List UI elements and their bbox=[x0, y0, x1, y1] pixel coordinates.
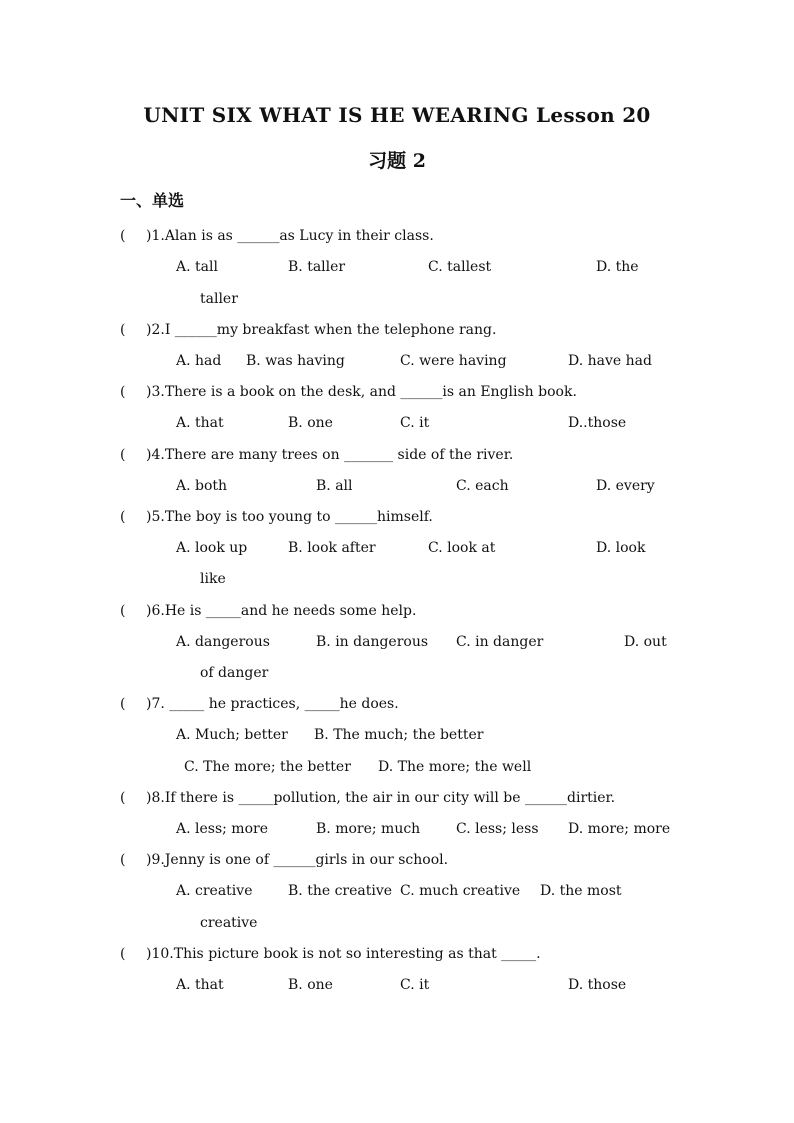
question-stem: )9.Jenny is one of ______girls in our school. bbox=[146, 852, 449, 868]
option-b: B. all bbox=[316, 478, 353, 494]
answer-bracket: ( bbox=[120, 322, 126, 338]
answer-bracket: ( bbox=[120, 946, 126, 962]
option-c: C. The more; the better bbox=[184, 759, 351, 775]
option-c: C. much creative bbox=[400, 883, 521, 899]
option-a: A. dangerous bbox=[176, 634, 270, 650]
option-b: B. one bbox=[288, 415, 333, 431]
page-subtitle: 习题 2 bbox=[368, 150, 426, 172]
option-d: D..those bbox=[568, 415, 627, 431]
question-1-wrap: taller bbox=[200, 291, 238, 307]
option-a: A. tall bbox=[176, 259, 218, 275]
option-a: A. look up bbox=[176, 540, 248, 556]
option-a: A. Much; better bbox=[176, 727, 288, 743]
question-stem: )10.This picture book is not so interesting as that _____. bbox=[146, 946, 541, 962]
answer-bracket: ( bbox=[120, 696, 126, 712]
option-d: D. those bbox=[568, 977, 627, 993]
option-b: B. in dangerous bbox=[316, 634, 429, 650]
question-stem: )3.There is a book on the desk, and ______is an English book. bbox=[146, 384, 577, 400]
option-d: D. the most bbox=[540, 883, 622, 899]
option-b: B. taller bbox=[288, 259, 346, 275]
answer-bracket: ( bbox=[120, 603, 126, 619]
answer-bracket: ( bbox=[120, 384, 126, 400]
option-d: D. more; more bbox=[568, 821, 671, 837]
answer-bracket: ( bbox=[120, 228, 126, 244]
option-c: C. tallest bbox=[428, 259, 492, 275]
answer-bracket: ( bbox=[120, 509, 126, 525]
option-c: C. it bbox=[400, 977, 430, 993]
answer-bracket: ( bbox=[120, 447, 126, 463]
option-b: B. one bbox=[288, 977, 333, 993]
option-d: D. The more; the well bbox=[378, 759, 532, 775]
option-c: C. look at bbox=[428, 540, 496, 556]
option-a: A. creative bbox=[176, 883, 253, 899]
question-6-wrap: of danger bbox=[200, 665, 269, 681]
option-c: C. less; less bbox=[456, 821, 539, 837]
option-a: A. both bbox=[176, 478, 228, 494]
option-b: B. the creative bbox=[288, 883, 393, 899]
question-9-wrap: creative bbox=[200, 915, 258, 931]
option-c: C. in danger bbox=[456, 634, 544, 650]
page-title: UNIT SIX WHAT IS HE WEARING Lesson 20 bbox=[143, 103, 651, 127]
question-stem: )6.He is _____and he needs some help. bbox=[146, 603, 417, 619]
option-c: C. each bbox=[456, 478, 509, 494]
option-d: D. have had bbox=[568, 353, 652, 369]
answer-bracket: ( bbox=[120, 852, 126, 868]
option-a: A. less; more bbox=[176, 821, 268, 837]
option-a: A. that bbox=[176, 977, 224, 993]
question-stem: )8.If there is _____pollution, the air in our city will be ______dirtier. bbox=[146, 790, 616, 806]
question-stem: )7. _____ he practices, _____he does. bbox=[146, 696, 399, 712]
question-stem: )1.Alan is as ______as Lucy in their class. bbox=[146, 228, 434, 244]
option-d: D. the bbox=[596, 259, 639, 275]
question-stem: )5.The boy is too young to ______himself. bbox=[146, 509, 433, 525]
question-stem: )2.I ______my breakfast when the telephone rang. bbox=[146, 322, 497, 338]
option-b: B. The much; the better bbox=[314, 727, 484, 743]
option-c: C. were having bbox=[400, 353, 507, 369]
answer-bracket: ( bbox=[120, 790, 126, 806]
question-5-wrap: like bbox=[200, 571, 226, 587]
option-b: B. look after bbox=[288, 540, 376, 556]
option-d: D. look bbox=[596, 540, 646, 556]
question-stem: )4.There are many trees on _______ side of the river. bbox=[146, 447, 514, 463]
option-d: D. out bbox=[624, 634, 667, 650]
section-heading: 一、单选 bbox=[120, 191, 185, 210]
option-a: A. had bbox=[176, 353, 222, 369]
option-b: B. more; much bbox=[316, 821, 421, 837]
option-c: C. it bbox=[400, 415, 430, 431]
option-d: D. every bbox=[596, 478, 655, 494]
option-b: B. was having bbox=[246, 353, 345, 369]
option-a: A. that bbox=[176, 415, 224, 431]
